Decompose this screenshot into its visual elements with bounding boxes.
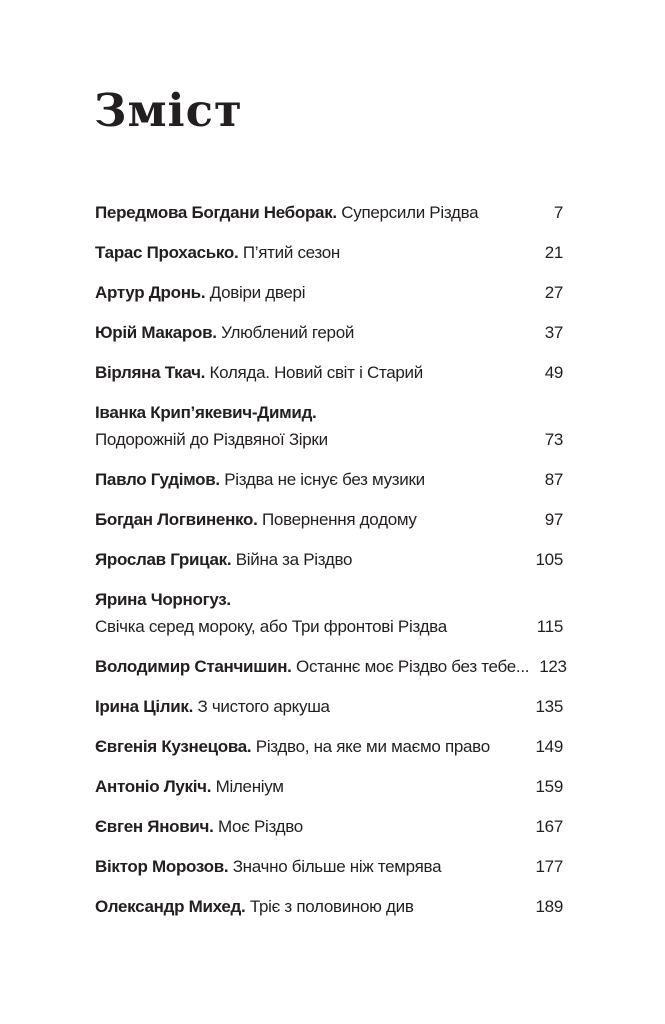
entry-author: Вірляна Ткач. [95, 363, 206, 382]
toc-entry [95, 399, 563, 453]
entry-author: Володимир Станчишин. [95, 657, 292, 676]
entry-page: 159 [535, 777, 563, 796]
entry-title: Різдва не існує без музики [224, 470, 425, 489]
entry-title: Улюблений герой [221, 323, 355, 342]
toc-entry [95, 586, 563, 640]
toc-entry [95, 199, 563, 226]
entry-text [95, 893, 414, 920]
entry-title: Останнє моє Різдво без тебе... [296, 657, 530, 676]
entry-title: Різдво, на яке ми маємо право [255, 737, 490, 756]
toc-entry [95, 893, 563, 920]
entry-author: Олександр Михед. [95, 897, 246, 916]
toc-entry [95, 239, 563, 266]
entry-text [95, 653, 529, 680]
entry-page: 149 [535, 737, 563, 756]
toc-entry [95, 279, 563, 306]
entry-page: 21 [544, 243, 563, 262]
toc-entry [95, 773, 563, 800]
entry-author: Ярина Чорногуз. [95, 590, 231, 609]
entry-text [95, 773, 284, 800]
entry-page: 105 [535, 550, 563, 569]
entry-author: Передмова Богдани Неборак. [95, 203, 337, 222]
entry-author: Юрій Макаров. [95, 323, 217, 342]
entry-page: 189 [535, 897, 563, 916]
toc-entry [95, 506, 563, 533]
entry-page: 123 [539, 657, 567, 676]
entry-page: 167 [535, 817, 563, 836]
entry-author: Ірина Цілик. [95, 697, 194, 716]
entry-title: Тріє з половиною див [249, 897, 414, 916]
entry-page: 73 [544, 430, 563, 449]
entry-page: 37 [544, 323, 563, 342]
toc-entry [95, 319, 563, 346]
entry-author: Віктор Морозов. [95, 857, 229, 876]
entry-text [95, 319, 354, 346]
toc-entry [95, 733, 563, 760]
entry-page: 7 [553, 203, 563, 222]
toc-entry [95, 359, 563, 386]
entry-text [95, 693, 330, 720]
entry-title: Суперсили Різдва [341, 203, 479, 222]
entry-page: 87 [544, 470, 563, 489]
entry-author: Тарас Прохасько. [95, 243, 239, 262]
entry-page: 177 [535, 857, 563, 876]
entry-text [95, 506, 417, 533]
entry-page: 27 [544, 283, 563, 302]
entry-title: Коляда. Новий світ і Старий [209, 363, 423, 382]
entry-author: Ярослав Грицак. [95, 550, 232, 569]
entry-page: 135 [535, 697, 563, 716]
entry-text [95, 813, 303, 840]
entry-text [95, 399, 328, 453]
entry-author: Артур Дронь. [95, 283, 206, 302]
entry-text [95, 466, 425, 493]
entry-text [95, 359, 423, 386]
toc-entry [95, 813, 563, 840]
entry-text [95, 546, 352, 573]
entry-title: Повернення додому [262, 510, 417, 529]
entry-author: Павло Гудімов. [95, 470, 220, 489]
entry-title: Значно більше ніж темрява [232, 857, 442, 876]
entry-page: 49 [544, 363, 563, 382]
entry-author: Богдан Логвиненко. [95, 510, 258, 529]
entry-text [95, 199, 478, 226]
toc-entry [95, 546, 563, 573]
entry-author: Іванка Крип’якевич-Димид. [95, 403, 317, 422]
entry-title: П’ятий сезон [242, 243, 340, 262]
entry-title: Моє Різдво [217, 817, 303, 836]
entry-text [95, 586, 447, 640]
entry-page: 115 [536, 617, 563, 636]
entry-text [95, 239, 340, 266]
entry-title: Міленіум [215, 777, 284, 796]
toc-entry [95, 653, 567, 680]
entry-text [95, 853, 441, 880]
entry-title: Подорожній до Різдвяної Зірки [95, 430, 328, 449]
page-title: Зміст [94, 84, 243, 137]
toc-entry [95, 693, 563, 720]
toc-entry [95, 466, 563, 493]
entry-text [95, 733, 490, 760]
entry-title: З чистого аркуша [197, 697, 330, 716]
entry-text [95, 279, 305, 306]
entry-title: Свічка серед мороку, або Три фронтові Різдва [95, 617, 447, 636]
entry-page: 97 [544, 510, 563, 529]
entry-title: Війна за Різдво [235, 550, 353, 569]
toc-list [95, 199, 567, 933]
toc-entry [95, 853, 563, 880]
entry-title: Довіри двері [209, 283, 306, 302]
entry-author: Євгенія Кузнецова. [95, 737, 252, 756]
entry-author: Євген Янович. [95, 817, 214, 836]
entry-author: Антоніо Лукіч. [95, 777, 212, 796]
